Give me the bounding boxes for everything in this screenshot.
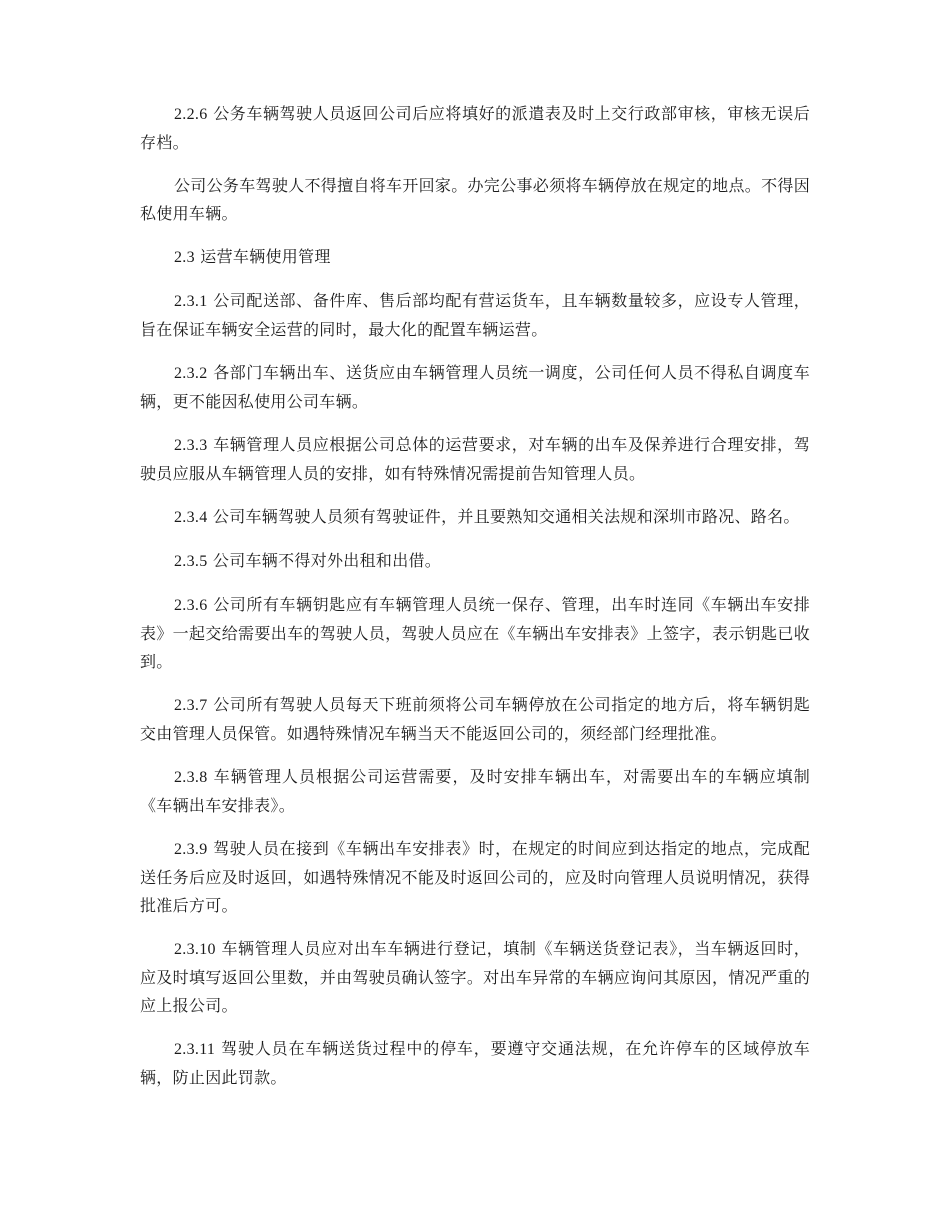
document-page bbox=[140, 100, 810, 1107]
section-number: 2.3.4 bbox=[174, 509, 208, 526]
paragraph-2-3-8 bbox=[140, 763, 810, 820]
paragraph-text: 车辆管理人员应根据公司总体的运营要求，对车辆的出车及保养进行合理安排，驾驶员应服从车辆管理人员的安排，如有特殊情况需提前告知管理人员。 bbox=[140, 435, 810, 483]
paragraph-text: 车辆管理人员根据公司运营需要，及时安排车辆出车，对需要出车的车辆应填制《车辆出车安排表》。 bbox=[140, 767, 810, 815]
paragraph-text: 公务车辆驾驶人员返回公司后应将填好的派遣表及时上交行政部审核，审核无误后存档。 bbox=[140, 104, 810, 152]
paragraph-text: 公司所有驾驶人员每天下班前须将公司车辆停放在公司指定的地方后，将车辆钥匙交由管理人员保管。如遇特殊情况车辆当天不能返回公司的，须经部门经理批准。 bbox=[140, 695, 810, 743]
section-number: 2.2.6 bbox=[174, 106, 208, 123]
paragraph-2-2-6 bbox=[140, 100, 810, 157]
paragraph-2-3-11 bbox=[140, 1035, 810, 1092]
section-heading-2-3 bbox=[140, 243, 810, 272]
paragraph-2-3-3 bbox=[140, 431, 810, 488]
section-number: 2.3.10 bbox=[174, 941, 216, 958]
section-number: 2.3.3 bbox=[174, 437, 208, 454]
section-number: 2.3.8 bbox=[174, 769, 208, 786]
paragraph-text: 驾驶人员在车辆送货过程中的停车，要遵守交通法规，在允许停车的区域停放车辆，防止因此罚款。 bbox=[140, 1039, 810, 1087]
paragraph-text: 公司车辆不得对外出租和出借。 bbox=[212, 551, 442, 570]
paragraph-text: 驾驶人员在接到《车辆出车安排表》时，在规定的时间应到达指定的地点，完成配送任务后应及时返回，如遇特殊情况不能及时返回公司的，应及时向管理人员说明情况，获得批准后方可。 bbox=[140, 839, 810, 915]
paragraph-2-3-2 bbox=[140, 359, 810, 416]
paragraph-2-3-6 bbox=[140, 591, 810, 676]
paragraph-2-3-4 bbox=[140, 503, 810, 532]
section-number: 2.3.11 bbox=[174, 1041, 216, 1058]
paragraph-2-3-1 bbox=[140, 287, 810, 344]
paragraph-note bbox=[140, 172, 810, 228]
section-number: 2.3.7 bbox=[174, 697, 208, 714]
section-heading-text: 运营车辆使用管理 bbox=[200, 247, 331, 266]
paragraph-text: 公司公务车驾驶人不得擅自将车开回家。办完公事必须将车辆停放在规定的地点。不得因私使用车辆。 bbox=[140, 176, 810, 223]
paragraph-text: 公司车辆驾驶人员须有驾驶证件，并且要熟知交通相关法规和深圳市路况、路名。 bbox=[212, 507, 800, 526]
paragraph-text: 公司所有车辆钥匙应有车辆管理人员统一保存、管理，出车时连同《车辆出车安排表》一起交给需要出车的驾驶人员，驾驶人员应在《车辆出车安排表》上签字，表示钥匙已收到。 bbox=[140, 595, 810, 671]
paragraph-text: 车辆管理人员应对出车车辆进行登记，填制《车辆送货登记表》，当车辆返回时，应及时填写返回公里数，并由驾驶员确认签字。对出车异常的车辆应询问其原因，情况严重的应上报公司。 bbox=[140, 939, 810, 1015]
paragraph-2-3-7 bbox=[140, 691, 810, 748]
section-number: 2.3.9 bbox=[174, 841, 208, 858]
section-number: 2.3.6 bbox=[174, 597, 208, 614]
section-number: 2.3.2 bbox=[174, 365, 208, 382]
section-number: 2.3.1 bbox=[174, 293, 208, 310]
section-number: 2.3.5 bbox=[174, 553, 208, 570]
section-number: 2.3 bbox=[174, 249, 195, 266]
paragraph-text: 公司配送部、备件库、售后部均配有营运货车，且车辆数量较多，应设专人管理，旨在保证车辆安全运营的同时，最大化的配置车辆运营。 bbox=[140, 291, 810, 339]
paragraph-2-3-9 bbox=[140, 835, 810, 920]
paragraph-2-3-10 bbox=[140, 935, 810, 1020]
paragraph-text: 各部门车辆出车、送货应由车辆管理人员统一调度，公司任何人员不得私自调度车辆，更不能因私使用公司车辆。 bbox=[140, 363, 810, 411]
paragraph-2-3-5 bbox=[140, 547, 810, 576]
